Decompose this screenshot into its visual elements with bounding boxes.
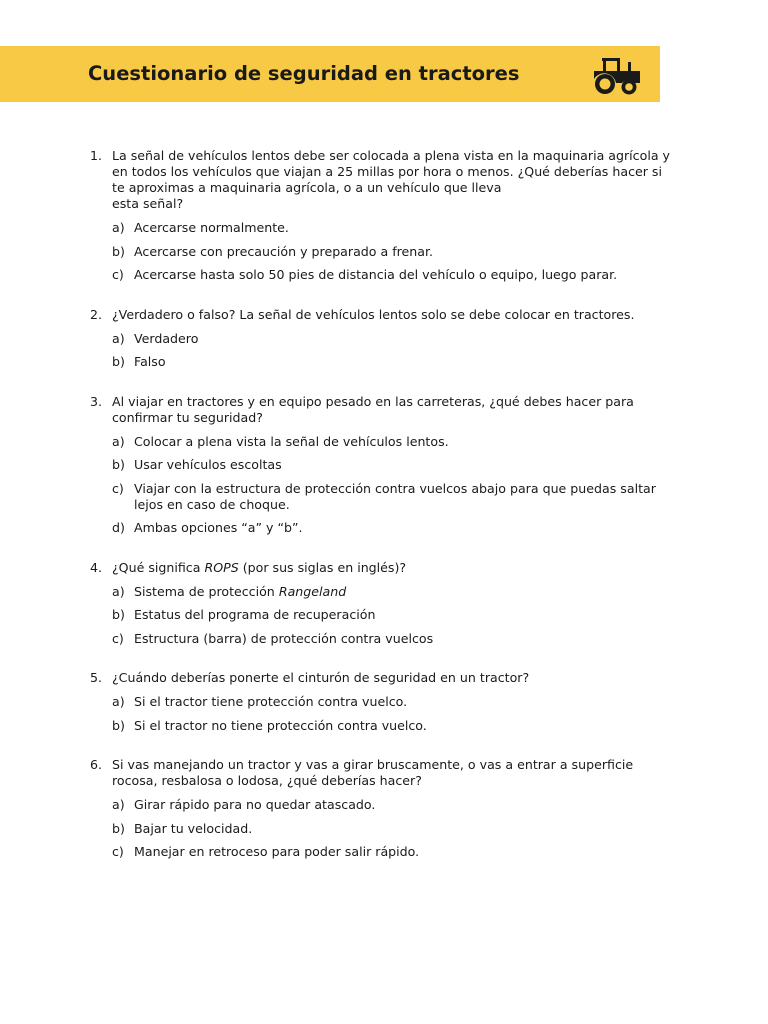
question-6 — [90, 757, 678, 860]
answer-option — [112, 244, 678, 260]
answer-options — [112, 694, 678, 734]
answer-option — [112, 821, 678, 837]
question-text-part: ¿Qué significa — [112, 559, 205, 575]
option-text: Verdadero — [134, 330, 199, 346]
answer-option — [112, 607, 678, 623]
answer-option — [112, 220, 678, 236]
answer-options — [112, 797, 678, 860]
option-letter: b) — [112, 717, 125, 733]
answer-option — [112, 434, 678, 450]
question-number: 2. — [90, 306, 103, 322]
option-letter: a) — [112, 797, 125, 812]
answer-option — [112, 481, 678, 513]
answer-option — [112, 584, 678, 600]
option-letter: c) — [112, 480, 124, 496]
answer-options — [112, 584, 678, 647]
question-line: te aproximas a maquinaria agrícola, o a un vehículo que lleva — [112, 180, 502, 195]
option-text-part: Sistema de protección — [134, 583, 279, 599]
answer-option — [112, 354, 678, 370]
option-letter: c) — [112, 267, 124, 282]
question-3 — [90, 394, 678, 537]
option-text: Si el tractor no tiene protección contra vuelco. — [134, 717, 427, 733]
option-text: Falso — [134, 354, 166, 369]
question-text — [112, 560, 678, 576]
answer-option — [112, 331, 678, 347]
question-text — [112, 148, 678, 212]
option-text: Si el tractor tiene protección contra vuelco. — [134, 694, 408, 709]
answer-option — [112, 844, 678, 860]
question-line: esta señal? — [112, 196, 184, 211]
question-text — [112, 307, 678, 323]
answer-option — [112, 520, 678, 536]
answer-option — [112, 797, 678, 813]
question-number: 1. — [90, 148, 103, 163]
option-text — [134, 584, 678, 600]
option-letter: b) — [112, 243, 125, 259]
option-letter: a) — [112, 220, 125, 235]
option-text: Estatus del programa de recuperación — [134, 607, 376, 622]
question-5 — [90, 670, 678, 734]
question-text-part: (por sus siglas en inglés)? — [238, 559, 407, 575]
option-text: Acercarse normalmente. — [134, 220, 289, 235]
answer-options — [112, 434, 678, 537]
option-letter: b) — [112, 457, 125, 472]
option-text: Bajar tu velocidad. — [134, 820, 253, 836]
answer-option — [112, 718, 678, 734]
option-text — [134, 481, 678, 513]
option-letter: b) — [112, 820, 125, 836]
question-line: confirmar tu seguridad? — [112, 409, 263, 425]
answer-options — [112, 220, 678, 283]
question-text — [112, 757, 678, 789]
question-line: ¿Cuándo deberías ponerte el cinturón de seguridad en un tractor? — [112, 670, 530, 685]
question-line: ¿Verdadero o falso? La señal de vehículos lentos solo se debe colocar en tractores. — [112, 306, 635, 322]
question-line: La señal de vehículos lentos debe ser colocada a plena vista en la maquinaria agrícola y — [112, 148, 670, 163]
option-text: Acercarse con precaución y preparado a frenar. — [134, 243, 434, 259]
questionnaire — [90, 148, 678, 868]
option-text: Colocar a plena vista la señal de vehículos lentos. — [134, 433, 449, 449]
option-letter: b) — [112, 607, 125, 622]
question-2 — [90, 307, 678, 371]
question-line: en todos los vehículos que viajan a 25 millas por hora o menos. ¿Qué deberías hacer si — [112, 164, 662, 179]
option-text: Estructura (barra) de protección contra vuelcos — [134, 630, 434, 646]
option-text: Manejar en retroceso para poder salir rápido. — [134, 844, 420, 859]
question-text — [112, 670, 678, 686]
option-text: Ambas opciones “a” y “b”. — [134, 520, 303, 535]
option-letter: c) — [112, 844, 124, 859]
option-letter: c) — [112, 630, 124, 646]
question-number: 4. — [90, 559, 103, 575]
option-text: Acercarse hasta solo 50 pies de distancia del vehículo o equipo, luego parar. — [134, 267, 618, 282]
option-line: Viajar con la estructura de protección contra vuelcos abajo para que puedas saltar — [134, 480, 656, 496]
question-number: 3. — [90, 393, 103, 409]
question-line: Si vas manejando un tractor y vas a girar bruscamente, o vas a entrar a superficie — [112, 757, 634, 772]
answer-option — [112, 457, 678, 473]
question-line: Al viajar en tractores y en equipo pesado en las carreteras, ¿qué debes hacer para — [112, 393, 634, 409]
question-text — [112, 394, 678, 426]
tractor-icon — [588, 53, 644, 97]
option-letter: a) — [112, 433, 125, 449]
option-letter: a) — [112, 330, 125, 346]
rops-term: ROPS — [204, 559, 239, 575]
question-1 — [90, 148, 678, 283]
option-text: Girar rápido para no quedar atascado. — [134, 797, 376, 812]
option-letter: b) — [112, 354, 125, 369]
question-number: 5. — [90, 670, 103, 685]
page-title: Cuestionario de seguridad en tractores — [88, 62, 520, 85]
answer-option — [112, 631, 678, 647]
option-line: lejos en caso de choque. — [134, 496, 290, 512]
question-number: 6. — [90, 757, 103, 772]
question-line: rocosa, resbalosa o lodosa, ¿qué deberías hacer? — [112, 773, 422, 788]
option-text: Usar vehículos escoltas — [134, 457, 282, 472]
answer-option — [112, 267, 678, 283]
question-4 — [90, 560, 678, 647]
answer-options — [112, 331, 678, 371]
rangeland-term: Rangeland — [278, 583, 347, 599]
option-letter: d) — [112, 520, 125, 535]
option-letter: a) — [112, 583, 125, 599]
option-letter: a) — [112, 694, 125, 709]
answer-option — [112, 694, 678, 710]
